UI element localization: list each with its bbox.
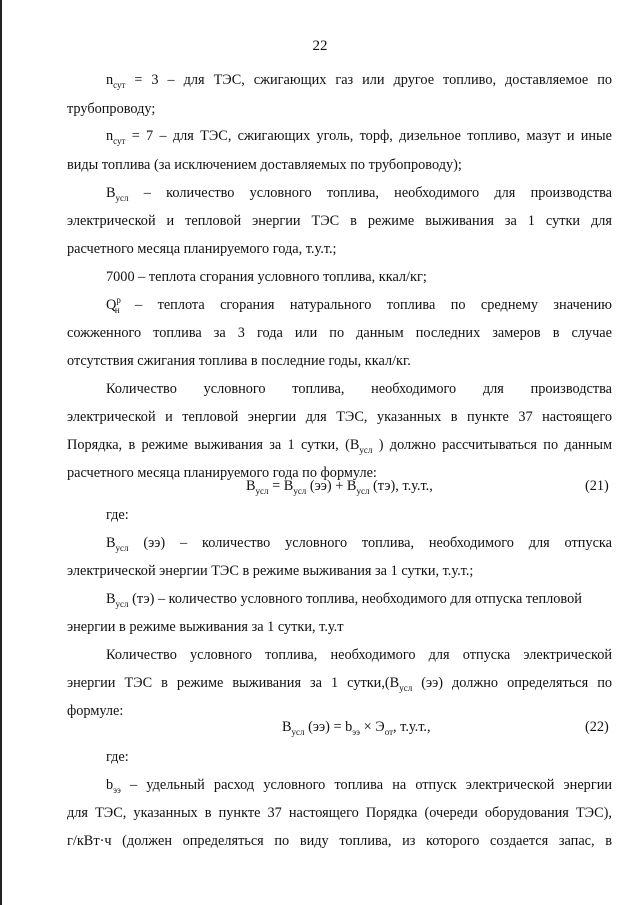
text-line: отсутствия сжигания топлива в последние годы, ккал/кг. — [67, 353, 411, 369]
paragraph-quantity-electric: Количество условного топлива, необходимого для отпуска электрической — [106, 647, 612, 663]
paragraph-n-sut-7: $n_{сут} = 7$ – для ТЭС, сжигающих уголь, торф, дизельное топливо, мазут и иные — [106, 128, 612, 146]
paragraph-b-usl: $B_{усл}$ – количество условного топлива, необходимого для производства — [106, 185, 612, 203]
text-line: для ТЭС, указанных в пункте 37 настоящего Порядка (очереди оборудования ТЭС), — [67, 805, 612, 821]
text-line: формуле: — [67, 703, 124, 719]
where-label: где: — [106, 507, 129, 523]
page-number: 22 — [312, 38, 328, 54]
text-line: электрической и тепловой энергии для ТЭС, указанных в пункте 37 настоящего — [67, 409, 612, 425]
formula-number-22: (22) — [585, 719, 609, 735]
formula-21: $B_{усл} = B_{усл}$ $(ээ) + B_{усл}$ (тэ), т.у.т., — [246, 478, 433, 496]
text-line: Порядка, в режиме выживания за 1 сутки, ($B_{усл}$ ) должно рассчитываться по данным — [67, 437, 613, 455]
text-line: г/кВт·ч (должен определяться по виду топлива, из которого создается запас, в — [67, 833, 612, 849]
paragraph-b-ee: $b_{ээ}$ – удельный расход условного топлива на отпуск электрической энергии — [106, 777, 612, 795]
text-line: энергии в режиме выживания за 1 сутки, т.у.т — [67, 619, 344, 635]
text-line: электрической и тепловой энергии ТЭС в режиме выживания за 1 сутки для — [67, 213, 612, 229]
text-line: расчетного месяца планируемого года, т.у.т.; — [67, 241, 337, 257]
paragraph-n-sut-3: $n_{сут} = 3$ – для ТЭС, сжигающих газ или другое топливо, доставляемое по — [106, 72, 612, 90]
paragraph-quantity: Количество условного топлива, необходимого для производства — [106, 381, 612, 397]
where-label: где: — [106, 749, 129, 765]
text-line: трубопроводу; — [67, 101, 156, 117]
paragraph-q-n-p: $Q^р_н$ – теплота сгорания натурального топлива по среднему значению — [106, 295, 612, 315]
page-left-edge — [0, 0, 2, 905]
paragraph-b-usl-te: $B_{усл}$ (тэ) – количество условного топлива, необходимого для отпуска тепловой — [106, 591, 582, 609]
text-line: виды топлива (за исключением доставляемых по трубопроводу); — [67, 157, 462, 173]
text-line: сожженного топлива за 3 года или по данным последних замеров в случае — [67, 325, 612, 341]
paragraph-b-usl-ee: $B_{усл}$ (ээ) – количество условного топлива, необходимого для отпуска — [106, 535, 612, 553]
paragraph-7000: 7000 – теплота сгорания условного топлива, ккал/кг; — [106, 269, 427, 285]
text-line: энергии ТЭС в режиме выживания за 1 $сутки,(B_{усл}$ (ээ) должно определяться по — [67, 675, 613, 693]
formula-number-21: (21) — [585, 478, 609, 494]
text-line: расчетного месяца планируемого года по формуле: — [67, 465, 377, 481]
formula-22: $B_{усл}$ $(ээ) = b_{ээ} \times Э_{от}$, т.у.т., — [282, 719, 431, 737]
text-line: электрической энергии ТЭС в режиме выживания за 1 сутки, т.у.т.; — [67, 563, 474, 579]
